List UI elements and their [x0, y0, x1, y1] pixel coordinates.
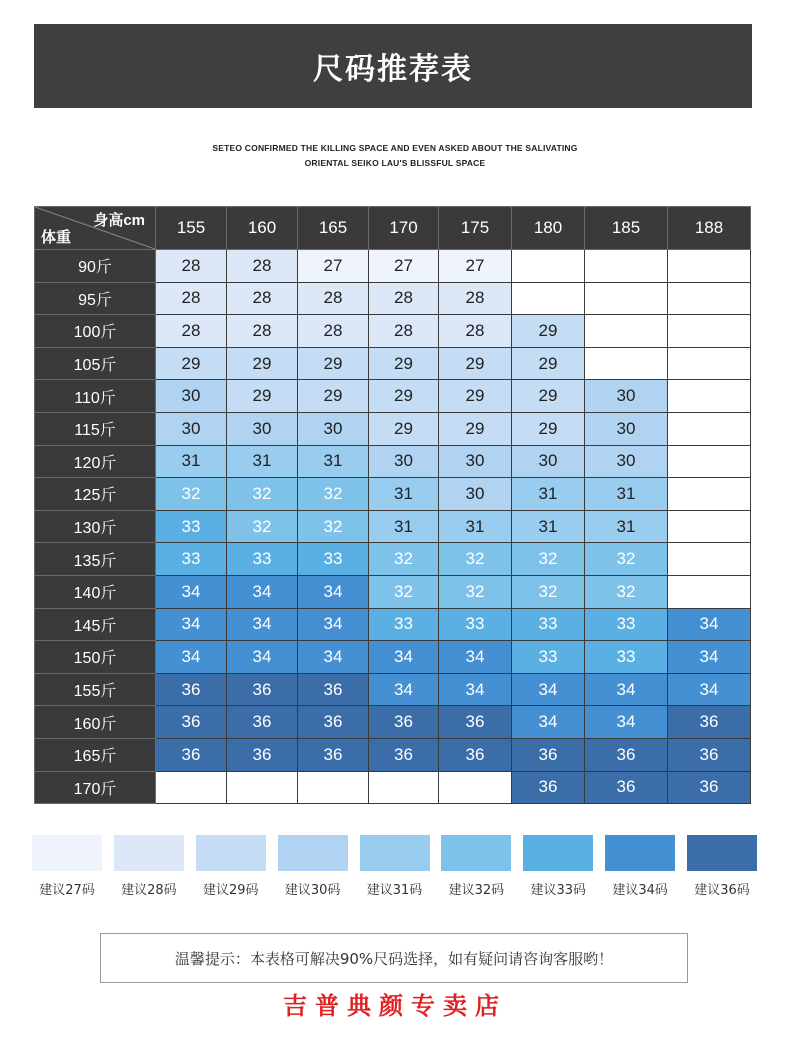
legend-label: 建议32码	[448, 883, 505, 898]
size-cell: 28	[369, 315, 439, 348]
size-cell	[668, 478, 751, 511]
size-cell	[585, 347, 668, 380]
table-row	[35, 347, 751, 380]
size-cell: 34	[369, 641, 439, 674]
size-cell: 32	[439, 575, 512, 608]
size-cell	[668, 412, 751, 445]
size-cell: 30	[369, 445, 439, 478]
size-cell: 36	[298, 706, 369, 739]
size-cell: 28	[156, 282, 227, 315]
table-row	[35, 510, 751, 543]
legend-item	[114, 835, 184, 898]
weight-label: 115斤	[35, 412, 156, 445]
weight-label: 125斤	[35, 478, 156, 511]
height-header: 160	[227, 207, 298, 250]
table-row	[35, 673, 751, 706]
size-cell: 31	[156, 445, 227, 478]
size-cell: 33	[298, 543, 369, 576]
weight-label: 95斤	[35, 282, 156, 315]
size-cell: 34	[668, 673, 751, 706]
size-cell: 29	[156, 347, 227, 380]
size-cell: 34	[156, 608, 227, 641]
size-cell: 29	[227, 347, 298, 380]
size-cell: 36	[156, 673, 227, 706]
size-cell: 33	[512, 608, 585, 641]
size-cell	[439, 771, 512, 804]
size-cell: 32	[298, 478, 369, 511]
weight-label: 170斤	[35, 771, 156, 804]
page-header	[34, 24, 752, 108]
size-color-legend	[32, 835, 757, 898]
weight-label: 165斤	[35, 738, 156, 771]
size-cell: 33	[585, 608, 668, 641]
size-cell: 36	[298, 673, 369, 706]
size-cell	[585, 315, 668, 348]
size-cell: 36	[585, 738, 668, 771]
size-cell	[227, 771, 298, 804]
size-cell: 32	[227, 510, 298, 543]
size-cell: 32	[585, 575, 668, 608]
size-cell	[512, 282, 585, 315]
table-row	[35, 543, 751, 576]
weight-label: 150斤	[35, 641, 156, 674]
size-cell: 32	[156, 478, 227, 511]
size-cell: 30	[156, 380, 227, 413]
table-row	[35, 380, 751, 413]
size-cell: 28	[156, 250, 227, 283]
height-axis-label: 身高cm	[93, 212, 145, 229]
subtitle-line-2: ORIENTAL SEIKO LAU'S BLISSFUL SPACE	[304, 158, 486, 168]
size-cell	[668, 315, 751, 348]
size-cell: 36	[298, 738, 369, 771]
size-cell	[668, 575, 751, 608]
size-cell: 34	[156, 575, 227, 608]
size-cell: 31	[585, 510, 668, 543]
table-row	[35, 412, 751, 445]
size-cell	[668, 510, 751, 543]
size-cell: 28	[156, 315, 227, 348]
size-cell	[512, 250, 585, 283]
table-row	[35, 445, 751, 478]
size-cell: 28	[369, 282, 439, 315]
size-cell: 33	[585, 641, 668, 674]
weight-axis-label: 体重	[41, 229, 72, 246]
size-cell: 32	[298, 510, 369, 543]
size-cell	[668, 282, 751, 315]
size-cell: 30	[156, 412, 227, 445]
size-cell: 29	[369, 380, 439, 413]
size-cell: 29	[298, 380, 369, 413]
size-cell: 30	[439, 478, 512, 511]
size-cell: 36	[369, 706, 439, 739]
size-cell: 29	[512, 347, 585, 380]
size-cell	[585, 250, 668, 283]
size-cell: 36	[227, 673, 298, 706]
height-header: 170	[369, 207, 439, 250]
size-chart-table	[34, 206, 751, 804]
size-cell: 34	[668, 608, 751, 641]
table-row	[35, 608, 751, 641]
legend-swatch	[360, 835, 430, 871]
size-cell: 32	[512, 543, 585, 576]
size-cell: 31	[585, 478, 668, 511]
table-row	[35, 738, 751, 771]
height-header: 185	[585, 207, 668, 250]
size-cell: 30	[585, 380, 668, 413]
size-cell: 28	[227, 250, 298, 283]
size-cell: 36	[512, 738, 585, 771]
legend-item	[32, 835, 102, 898]
legend-item	[687, 835, 757, 898]
size-cell: 32	[512, 575, 585, 608]
size-cell: 29	[512, 412, 585, 445]
size-cell: 32	[369, 543, 439, 576]
legend-swatch	[441, 835, 511, 871]
weight-label: 160斤	[35, 706, 156, 739]
size-cell: 28	[227, 315, 298, 348]
size-cell: 36	[668, 706, 751, 739]
size-cell	[298, 771, 369, 804]
size-cell: 29	[439, 347, 512, 380]
weight-label: 120斤	[35, 445, 156, 478]
size-cell: 36	[369, 738, 439, 771]
size-cell: 36	[439, 738, 512, 771]
weight-label: 110斤	[35, 380, 156, 413]
size-cell: 36	[668, 738, 751, 771]
legend-item	[605, 835, 675, 898]
height-header: 165	[298, 207, 369, 250]
legend-label: 建议29码	[202, 883, 259, 898]
weight-label: 130斤	[35, 510, 156, 543]
size-cell: 33	[512, 641, 585, 674]
table-row	[35, 478, 751, 511]
size-cell: 29	[512, 315, 585, 348]
size-cell: 36	[156, 706, 227, 739]
table-corner-cell	[35, 207, 156, 250]
size-cell: 34	[156, 641, 227, 674]
size-cell: 29	[369, 347, 439, 380]
size-cell: 36	[439, 706, 512, 739]
size-cell: 30	[298, 412, 369, 445]
size-cell	[668, 250, 751, 283]
size-cell: 31	[369, 478, 439, 511]
size-cell: 29	[439, 412, 512, 445]
legend-item	[523, 835, 593, 898]
size-cell: 27	[369, 250, 439, 283]
table-row	[35, 575, 751, 608]
tip-text: 本表格可解决90%尺码选择，如有疑问请咨询客服哟！	[249, 949, 614, 968]
shop-name: 吉普典颜专卖店	[283, 991, 507, 1020]
table-row	[35, 282, 751, 315]
size-cell: 28	[227, 282, 298, 315]
legend-label: 建议28码	[121, 883, 177, 898]
subtitle	[0, 141, 790, 171]
legend-label: 建议36码	[694, 883, 750, 898]
size-cell: 33	[369, 608, 439, 641]
size-cell: 30	[227, 412, 298, 445]
size-cell: 34	[585, 706, 668, 739]
size-cell: 34	[668, 641, 751, 674]
size-cell: 30	[585, 412, 668, 445]
size-cell: 34	[298, 575, 369, 608]
size-cell	[156, 771, 227, 804]
legend-swatch	[32, 835, 102, 871]
legend-swatch	[605, 835, 675, 871]
size-cell: 31	[369, 510, 439, 543]
size-cell: 36	[227, 706, 298, 739]
size-cell: 29	[512, 380, 585, 413]
weight-label: 145斤	[35, 608, 156, 641]
size-cell: 33	[439, 608, 512, 641]
size-cell	[668, 380, 751, 413]
size-cell	[668, 347, 751, 380]
size-cell: 31	[512, 478, 585, 511]
size-cell: 34	[439, 641, 512, 674]
size-cell: 34	[585, 673, 668, 706]
size-cell: 33	[156, 543, 227, 576]
size-cell: 31	[298, 445, 369, 478]
legend-item	[196, 835, 266, 898]
size-cell: 29	[369, 412, 439, 445]
legend-item	[278, 835, 348, 898]
size-cell: 27	[298, 250, 369, 283]
size-cell: 36	[585, 771, 668, 804]
size-cell: 32	[369, 575, 439, 608]
legend-swatch	[196, 835, 266, 871]
size-cell: 31	[512, 510, 585, 543]
legend-label: 建议34码	[612, 883, 668, 898]
size-cell: 31	[227, 445, 298, 478]
size-cell: 34	[369, 673, 439, 706]
size-cell: 36	[227, 738, 298, 771]
legend-label: 建议30码	[284, 883, 341, 898]
size-cell: 29	[298, 347, 369, 380]
size-cell	[585, 282, 668, 315]
size-cell: 30	[439, 445, 512, 478]
size-cell: 34	[512, 706, 585, 739]
table-row	[35, 771, 751, 804]
size-cell: 34	[227, 641, 298, 674]
size-cell: 34	[439, 673, 512, 706]
tip-label: 温馨提示：	[174, 949, 250, 968]
weight-label: 90斤	[35, 250, 156, 283]
subtitle-line-1: SETEO CONFIRMED THE KILLING SPACE AND EVEN ASKED ABOUT THE SALIVATING	[212, 143, 578, 153]
size-cell: 27	[439, 250, 512, 283]
weight-label: 135斤	[35, 543, 156, 576]
size-cell: 34	[512, 673, 585, 706]
size-cell: 32	[439, 543, 512, 576]
size-cell: 32	[227, 478, 298, 511]
size-cell: 32	[585, 543, 668, 576]
weight-label: 155斤	[35, 673, 156, 706]
page-title: 尺码推荐表	[313, 52, 473, 87]
table-row	[35, 641, 751, 674]
height-header-row	[35, 207, 751, 250]
size-cell: 36	[668, 771, 751, 804]
legend-item	[441, 835, 511, 898]
size-cell: 34	[227, 608, 298, 641]
size-cell: 29	[439, 380, 512, 413]
weight-label: 105斤	[35, 347, 156, 380]
weight-label: 100斤	[35, 315, 156, 348]
size-cell: 36	[156, 738, 227, 771]
size-cell: 30	[512, 445, 585, 478]
legend-item	[360, 835, 430, 898]
legend-label: 建议31码	[366, 883, 423, 898]
size-cell: 34	[298, 641, 369, 674]
legend-swatch	[687, 835, 757, 871]
size-cell: 36	[512, 771, 585, 804]
height-header: 180	[512, 207, 585, 250]
legend-swatch	[114, 835, 184, 871]
size-cell: 28	[298, 282, 369, 315]
size-cell	[668, 445, 751, 478]
table-row	[35, 315, 751, 348]
size-cell: 34	[227, 575, 298, 608]
size-cell	[369, 771, 439, 804]
size-cell: 28	[439, 282, 512, 315]
size-cell: 33	[156, 510, 227, 543]
weight-label: 140斤	[35, 575, 156, 608]
size-cell: 28	[439, 315, 512, 348]
legend-label: 建议27码	[39, 883, 95, 898]
height-header: 175	[439, 207, 512, 250]
height-header: 155	[156, 207, 227, 250]
size-cell: 34	[298, 608, 369, 641]
tip-box	[100, 933, 688, 983]
legend-swatch	[278, 835, 348, 871]
size-cell: 28	[298, 315, 369, 348]
table-row	[35, 250, 751, 283]
size-cell: 29	[227, 380, 298, 413]
size-cell: 30	[585, 445, 668, 478]
size-cell: 31	[439, 510, 512, 543]
size-cell	[668, 543, 751, 576]
table-row	[35, 706, 751, 739]
legend-label: 建议33码	[530, 883, 587, 898]
size-cell: 33	[227, 543, 298, 576]
legend-swatch	[523, 835, 593, 871]
height-header: 188	[668, 207, 751, 250]
